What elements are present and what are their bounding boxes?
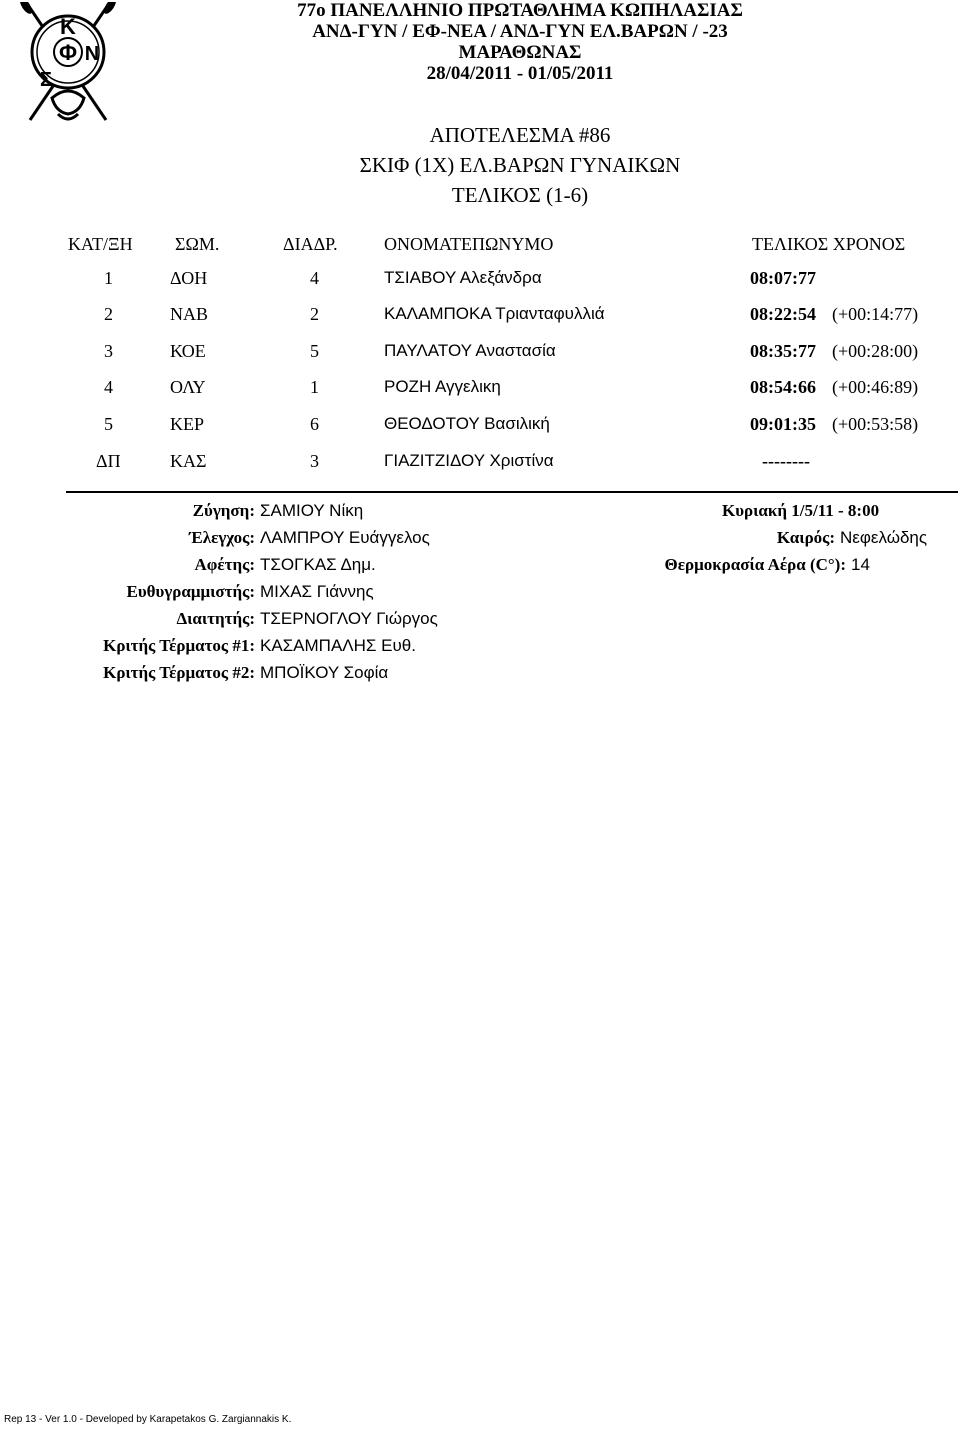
finish-judge-2-official: ΜΠΟΪΚΟΥ Σοφία [260,663,389,682]
rank-cell: ΔΠ [96,451,121,471]
club-cell: ΔΟΗ [170,268,208,288]
rank-cell: 5 [104,414,113,434]
championship-header [180,0,860,84]
time-cell: 08:54:66 [750,377,816,397]
club-cell: ΟΛΥ [170,377,206,397]
table-row [0,377,960,411]
name-cell: ΤΣΙΑΒΟΥ Αλεξάνδρα [384,268,542,287]
diff-cell: (+00:53:58) [832,414,919,434]
championship-title: 77ο ΠΑΝΕΛΛΗΝΙΟ ΠΡΩΤΑΘΛΗΜΑ ΚΩΠΗΛΑΣΙΑΣ [297,0,743,21]
lane-cell: 1 [310,377,319,397]
aligner-label: Ευθυγραμμιστής: [126,582,255,601]
control-label: Έλεγχος: [189,528,255,547]
lane-cell: 3 [310,451,319,471]
race-datetime: Κυριακή 1/5/11 - 8:00 [722,501,880,520]
logo-letter-kappa: Κ [60,14,76,39]
name-cell: ΚΑΛΑΜΠΟΚΑ Τριανταφυλλιά [384,304,605,323]
rank-cell: 3 [104,341,113,361]
round-name: ΤΕΛΙΚΟΣ (1-6) [451,183,589,207]
result-title-block [180,120,860,210]
col-header-club: ΣΩΜ. [175,234,220,254]
col-header-time: ΤΕΛΙΚΟΣ ΧΡΟΝΟΣ [752,234,906,254]
table-row [0,268,960,302]
aligner-official: ΜΙΧΑΣ Γιάννης [260,582,374,601]
table-row [0,414,960,448]
club-cell: ΚΕΡ [170,414,205,434]
weigh-in-label: Ζύγηση: [192,501,255,520]
lane-cell: 2 [310,304,319,324]
club-cell: ΝΑΒ [170,304,209,324]
weather-value: Νεφελώδης [840,528,928,547]
umpire-label: Διαιτητής: [176,609,255,628]
time-cell: 08:22:54 [750,304,816,324]
starter-official: ΤΣΟΓΚΑΣ Δημ. [260,555,376,574]
diff-cell: (+00:28:00) [832,341,919,361]
time-cell: 08:35:77 [750,341,816,361]
name-cell: ΘΕΟΔΟΤΟΥ Βασιλική [384,414,550,433]
logo-letter-nu: Ν [84,43,100,65]
time-cell: 08:07:77 [750,268,816,288]
divider-line [66,491,958,493]
event-name: ΣΚΙΦ (1Χ) ΕΛ.ΒΑΡΩΝ ΓΥΝΑΙΚΩΝ [359,153,681,177]
name-cell: ΡΟΖΗ Αγγελικη [384,377,501,396]
table-row [0,451,960,485]
air-temperature-label: Θερμοκρασία Αέρα (C°): [664,555,846,574]
club-cell: ΚΟΕ [170,341,206,361]
time-cell: 09:01:35 [750,414,816,434]
finish-judge-1-official: ΚΑΣΑΜΠΑΛΗΣ Ευθ. [260,636,416,655]
col-header-lane: ΔΙΑΔΡ. [283,234,338,254]
result-number: ΑΠΟΤΕΛΕΣΜΑ #86 [429,123,611,147]
air-temperature-value: 14 [851,555,870,574]
rank-cell: 2 [104,304,113,324]
weather-label: Καιρός: [776,528,835,547]
control-official: ΛΑΜΠΡΟΥ Ευάγγελος [260,528,430,547]
weigh-in-official: ΣΑΜΙΟΥ Νίκη [260,501,364,520]
col-header-name: ΟΝΟΜΑΤΕΠΩΝΥΜΟ [384,234,554,254]
club-cell: ΚΑΣ [170,451,207,471]
report-footer: Rep 13 - Ver 1.0 - Developed by Karapetakos G. Zargiannakis K. [4,1414,292,1425]
starter-label: Αφέτης: [194,555,255,574]
finish-judge-2-label: Κριτής Τέρματος #2: [103,663,255,682]
diff-cell: (+00:14:77) [832,304,919,324]
venue: ΜΑΡΑΘΩΝΑΣ [458,42,582,63]
lane-cell: 6 [310,414,319,434]
federation-logo [12,2,124,130]
logo-letter-phi: Φ [58,40,78,65]
finish-judge-1-label: Κριτής Τέρματος #1: [103,636,255,655]
logo-letter-sigma: Σ [39,69,53,91]
umpire-official: ΤΣΕΡΝΟΓΛΟΥ Γιώργος [260,609,438,628]
col-header-rank: ΚΑΤ/ΞΗ [68,234,133,254]
diff-cell: (+00:46:89) [832,377,919,397]
table-row [0,304,960,338]
categories-line: ΑΝΔ-ΓΥΝ / ΕΦ-ΝΕΑ / ΑΝΔ-ΓΥΝ ΕΛ.ΒΑΡΩΝ / -23 [312,21,728,42]
rank-cell: 4 [104,377,113,397]
dates: 28/04/2011 - 01/05/2011 [426,63,614,84]
time-cell: -------- [762,451,810,471]
rank-cell: 1 [104,268,113,288]
lane-cell: 4 [310,268,319,288]
name-cell: ΠΑΥΛΑΤΟΥ Αναστασία [384,341,556,360]
table-row [0,341,960,375]
lane-cell: 5 [310,341,319,361]
name-cell: ΓΙΑΖΙΤΖΙΔΟΥ Χριστίνα [384,451,554,470]
